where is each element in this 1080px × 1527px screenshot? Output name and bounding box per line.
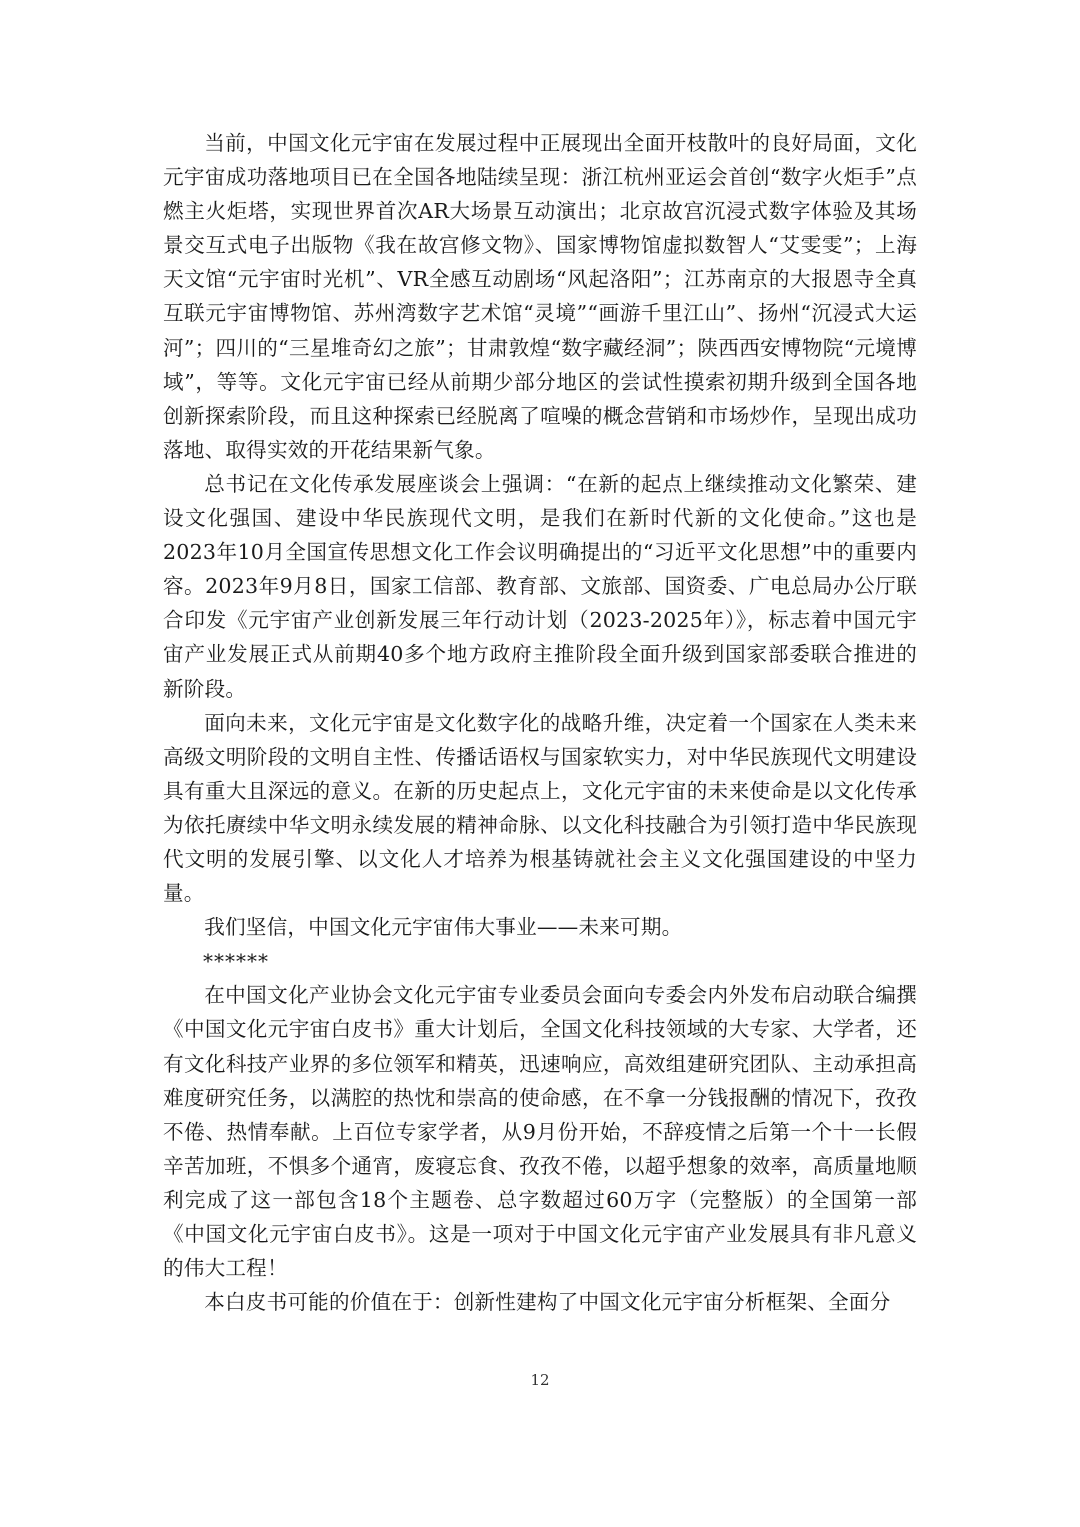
page-number: 12 — [530, 1371, 550, 1389]
paragraph-whitepaper-effort: 在中国文化产业协会文化元宇宙专业委员会面向专委会内外发布启动联合编撰《中国文化元宇宙白皮书》重大计划后，全国文化科技领域的大专家、大学者，还有文化科技产业界的多位领军和精英，迅速响应，高效组建研究团队、主动承担高难度研究任务，以满腔的热忱和崇高的使命感，在不拿一分钱报酬的情况下，孜孜不倦、热情奉献。上百位专家学者，从9月份开始，不辞疫情之后第一个十一长假辛苦加班，不惧多个通宵，废寝忘食、孜孜不倦，以超乎想象的效率，高质量地顺利完成了这一部包含18个主题卷、总字数超过60万字（完整版）的全国第一部《中国文化元宇宙白皮书》。这是一项对于中国文化元宇宙产业发展具有非凡意义的伟大工程！ — [163, 983, 917, 1281]
paragraph-metaverse-status: 当前，中国文化元宇宙在发展过程中正展现出全面开枝散叶的良好局面，文化元宇宙成功落地项目已在全国各地陆续呈现：浙江杭州亚运会首创“数字火炬手”点燃主火炬塔，实现世界首次AR大场景互动演出；北京故宫沉浸式数字体验及其场景交互式电子出版物《我在故宫修文物》、国家博物馆虚拟数智人“艾雯雯”；上海天文馆“元宇宙时光机”、VR全感互动剧场“风起洛阳”；江苏南京的大报恩寺全真互联元宇宙博物馆、苏州湾数字艺术馆“灵境”“画游千里江山”、扬州“沉浸式大运河”；四川的“三星堆奇幻之旅”；甘肃敦煌“数字藏经洞”；陕西西安博物院“元境博域”，等等。文化元宇宙已经从前期少部分地区的尝试性摸索初期升级到全国各地创新探索阶段，而且这种探索已经脱离了喧噪的概念营销和市场炒作，呈现出成功落地、取得实效的开花结果新气象。 — [163, 131, 917, 462]
paragraph-whitepaper-value: 本白皮书可能的价值在于：创新性建构了中国文化元宇宙分析框架、全面分 — [204, 1290, 891, 1315]
section-separator: ****** — [203, 949, 269, 974]
paragraph-future-outlook: 面向未来，文化元宇宙是文化数字化的战略升维，决定着一个国家在人类未来高级文明阶段的文明自主性、传播话语权与国家软实力，对中华民族现代文明建设具有重大且深远的意义。在新的历史起点上，文化元宇宙的未来使命是以文化传承为依托赓续中华文明永续发展的精神命脉、以文化科技融合为引领打造中华民族现代文明的发展引擎、以文化人才培养为根基铸就社会主义文化强国建设的中坚力量。 — [163, 710, 917, 906]
document-page — [163, 126, 917, 1319]
paragraph-cultural-mission: 总书记在文化传承发展座谈会上强调：“在新的起点上继续推动文化繁荣、建设文化强国、建设中华民族现代文明，是我们在新时代新的文化使命。”这也是2023年10月全国宣传思想文化工作会议明确提出的“习近平文化思想”中的重要内容。2023年9月8日，国家工信部、教育部、文旅部、国资委、广电总局办公厅联合印发《元宇宙产业创新发展三年行动计划（2023-2025年）》，标志着中国元宇宙产业发展正式从前期40多个地方政府主推阶段全面升级到国家部委联合推进的新阶段。 — [163, 471, 917, 701]
paragraph-belief: 我们坚信，中国文化元宇宙伟大事业——未来可期。 — [204, 915, 683, 940]
